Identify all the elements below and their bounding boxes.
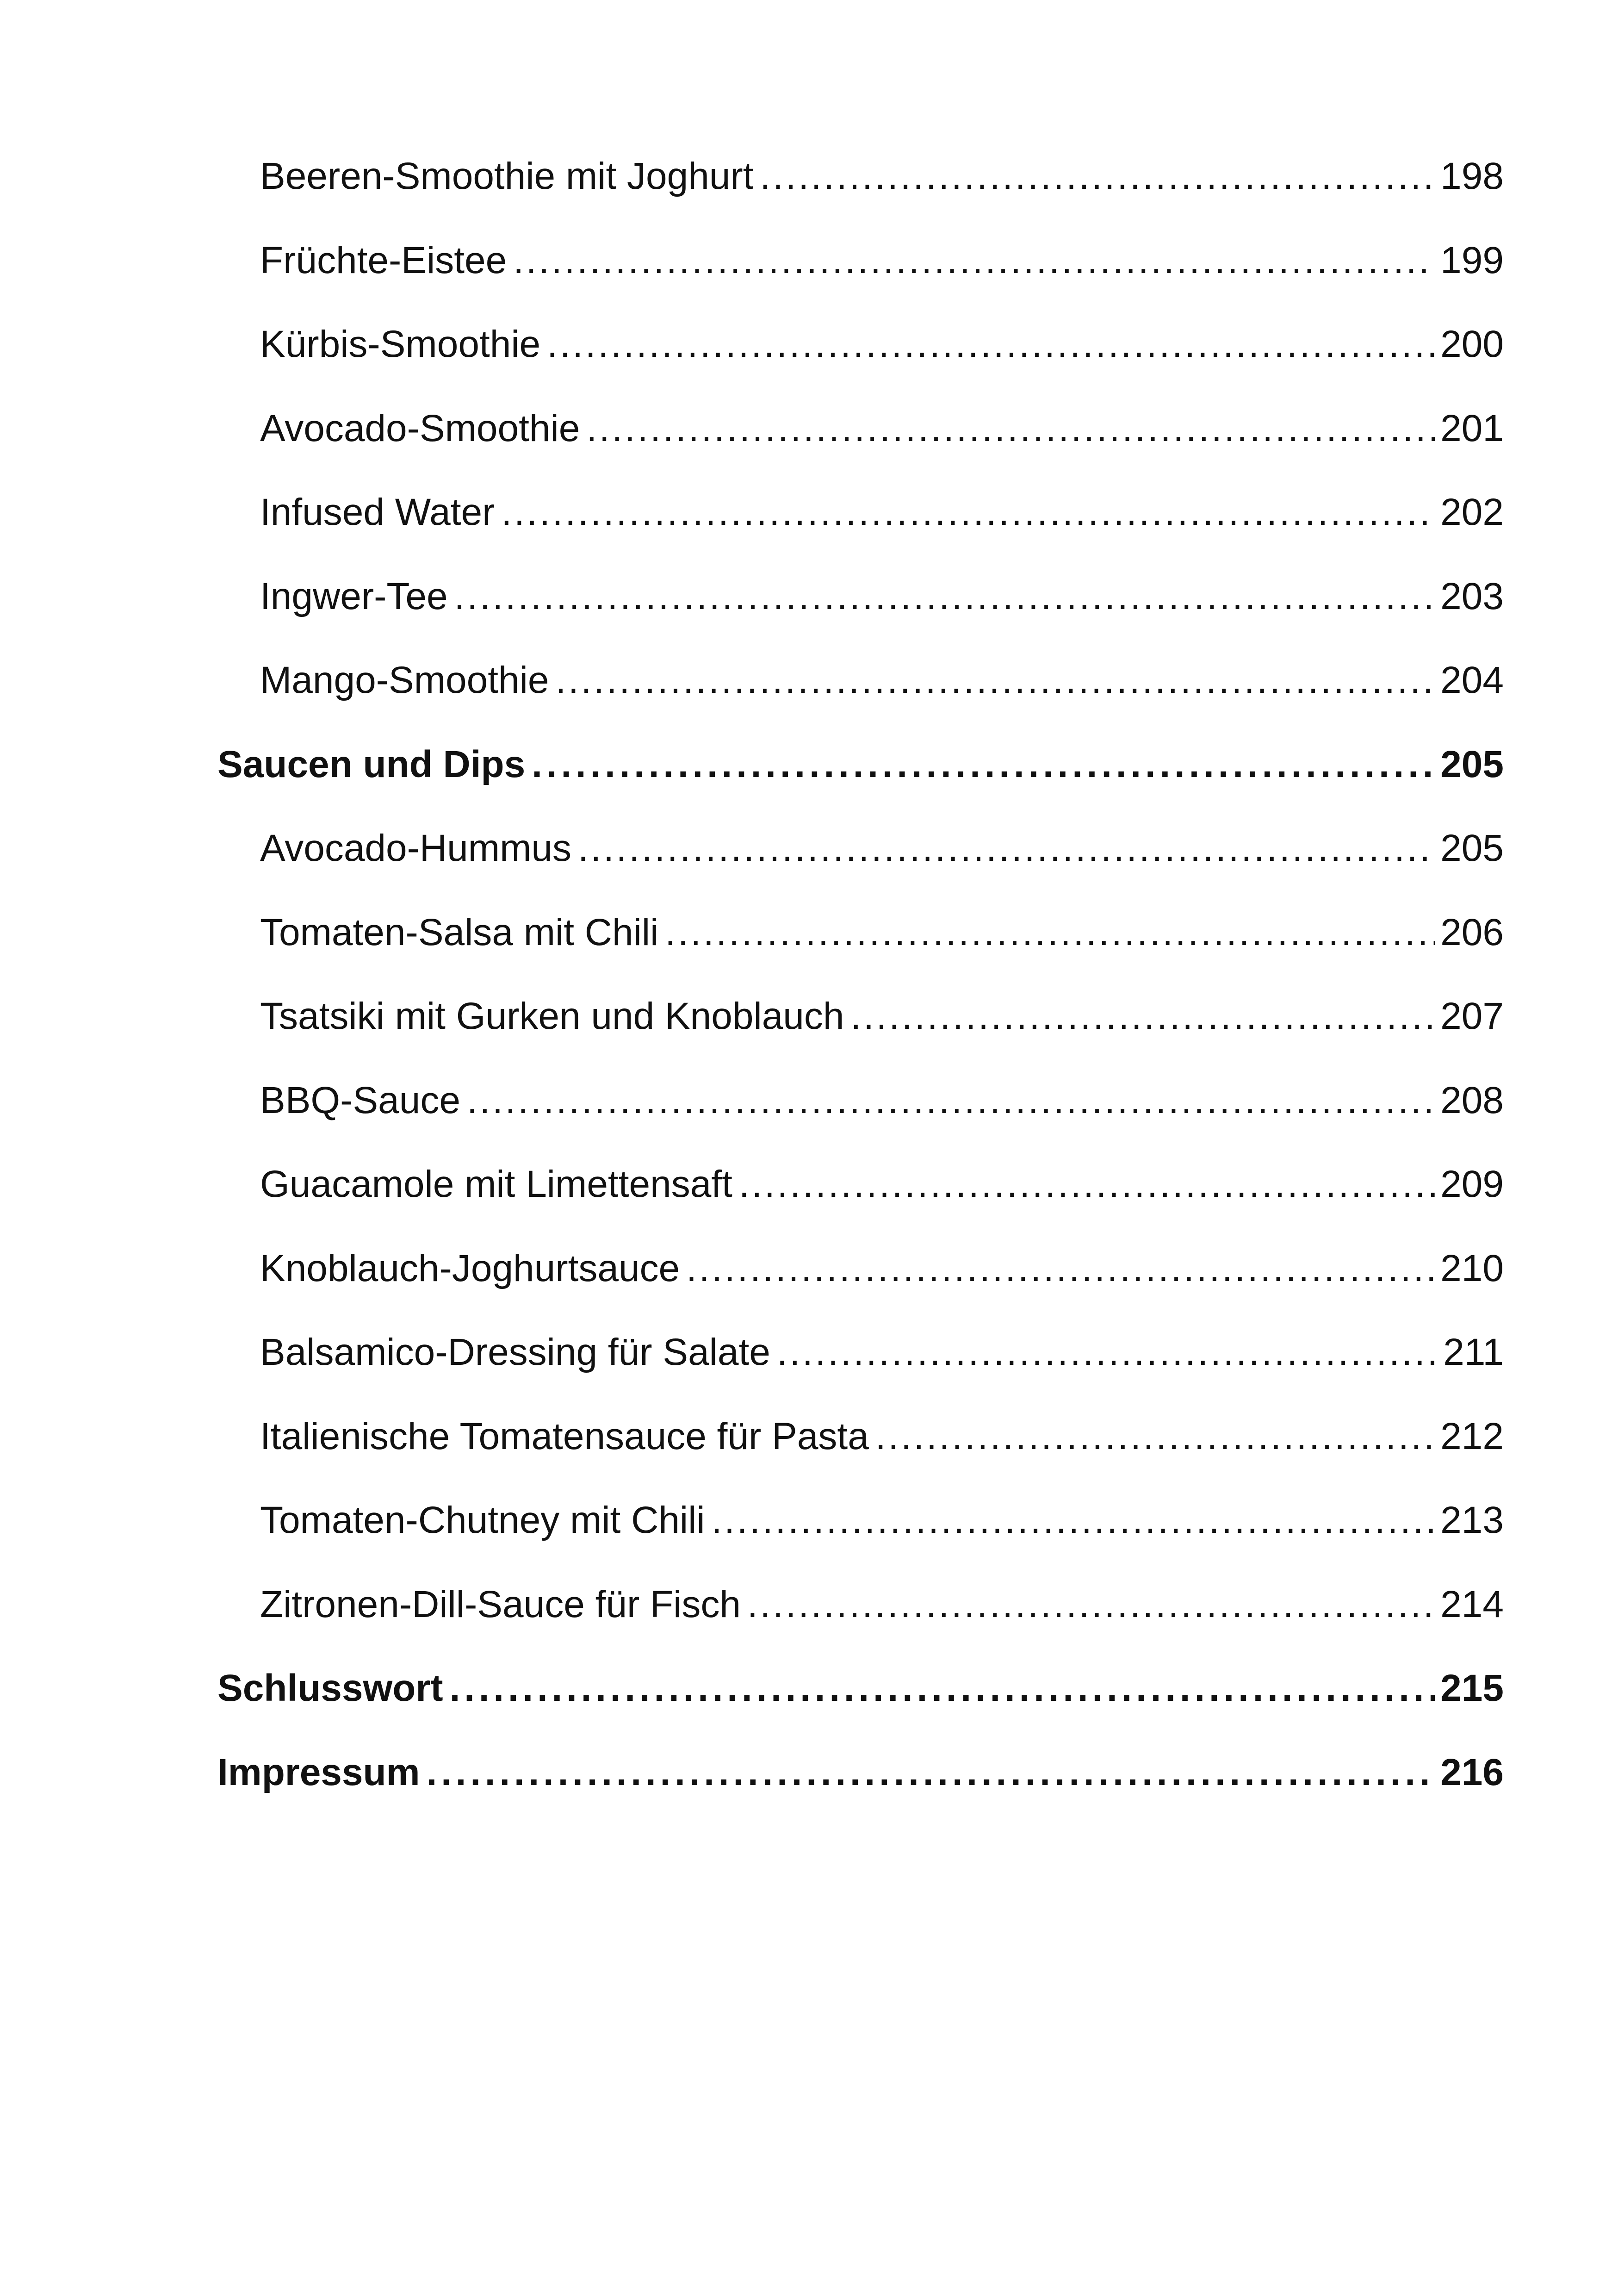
- toc-section-entry[interactable]: [217, 1333, 1504, 1418]
- toc-entry-page-number: 201: [1440, 409, 1504, 449]
- toc-entry-page-number: 214: [1440, 1585, 1504, 1625]
- toc-entry-page-number: 200: [1440, 325, 1504, 365]
- toc-entry-page-number: 204: [1440, 661, 1504, 701]
- toc-entry-title: Infused Water: [260, 493, 495, 533]
- toc-section-entry[interactable]: [217, 578, 1504, 662]
- toc-entry-title: Beeren-Smoothie mit Joghurt: [260, 157, 754, 197]
- toc-entry-title: Tomaten-Chutney mit Chili: [260, 1501, 705, 1541]
- toc-section-entry[interactable]: [217, 1082, 1504, 1166]
- dot-leader: [851, 997, 1435, 1035]
- toc-entry-page-number: 205: [1440, 745, 1504, 785]
- toc-section-entry[interactable]: [217, 242, 1504, 326]
- toc-entry-page-number: 208: [1440, 1081, 1504, 1121]
- toc-entry-page-number: 213: [1440, 1501, 1504, 1541]
- dot-leader: [665, 914, 1435, 952]
- toc-entry-page-number: 216: [1440, 1753, 1504, 1793]
- toc-entry-title: Mango-Smoothie: [260, 661, 549, 701]
- dot-leader: [875, 1418, 1435, 1456]
- toc-entry-title: Früchte-Eistee: [260, 241, 507, 281]
- toc-entry-title: Knoblauch-Joghurtsauce: [260, 1249, 680, 1289]
- toc-entry-title: BBQ-Sauce: [260, 1081, 460, 1121]
- toc-entry-page-number: 202: [1440, 493, 1504, 533]
- table-of-contents: [217, 157, 1504, 1837]
- toc-entry-page-number: 211: [1443, 1333, 1504, 1373]
- dot-leader: [454, 578, 1435, 616]
- dot-leader: [578, 829, 1435, 867]
- toc-entry-title: Italienische Tomatensauce für Pasta: [260, 1417, 869, 1457]
- dot-leader: [555, 661, 1435, 699]
- toc-entry-title: Guacamole mit Limettensaft: [260, 1165, 732, 1205]
- toc-section-entry[interactable]: [217, 325, 1504, 410]
- toc-entry-title: Avocado-Hummus: [260, 829, 571, 869]
- toc-entry-title: Saucen und Dips: [217, 745, 526, 785]
- toc-entry-title: Schlusswort: [217, 1669, 443, 1709]
- toc-section-entry[interactable]: [217, 410, 1504, 494]
- toc-entry-title: Balsamico-Dressing für Salate: [260, 1333, 770, 1373]
- toc-section-entry[interactable]: [217, 1250, 1504, 1334]
- toc-chapter-entry[interactable]: [217, 1669, 1504, 1754]
- toc-section-entry[interactable]: [217, 914, 1504, 998]
- toc-chapter-entry[interactable]: [217, 746, 1504, 830]
- toc-entry-page-number: 210: [1440, 1249, 1504, 1289]
- toc-section-entry[interactable]: [217, 1418, 1504, 1502]
- toc-entry-page-number: 206: [1440, 913, 1504, 953]
- toc-section-entry[interactable]: [217, 1586, 1504, 1670]
- toc-section-entry[interactable]: [217, 1501, 1504, 1586]
- toc-entry-title: Tomaten-Salsa mit Chili: [260, 913, 659, 953]
- dot-leader: [760, 157, 1435, 195]
- toc-entry-title: Kürbis-Smoothie: [260, 325, 541, 365]
- dot-leader: [467, 1082, 1435, 1120]
- toc-section-entry[interactable]: [217, 997, 1504, 1082]
- dot-leader: [739, 1165, 1435, 1203]
- dot-leader: [501, 493, 1435, 531]
- toc-entry-page-number: 203: [1440, 577, 1504, 617]
- toc-section-entry[interactable]: [217, 661, 1504, 746]
- toc-section-entry[interactable]: [217, 829, 1504, 914]
- dot-leader: [427, 1754, 1435, 1792]
- toc-section-entry[interactable]: [217, 1165, 1504, 1250]
- toc-entry-title: Zitronen-Dill-Sauce für Fisch: [260, 1585, 741, 1625]
- toc-section-entry[interactable]: [217, 157, 1504, 242]
- dot-leader: [532, 746, 1435, 784]
- toc-entry-page-number: 209: [1440, 1165, 1504, 1205]
- toc-chapter-entry[interactable]: [217, 1754, 1504, 1838]
- toc-entry-page-number: 215: [1440, 1669, 1504, 1709]
- toc-section-entry[interactable]: [217, 493, 1504, 578]
- toc-entry-page-number: 207: [1440, 997, 1504, 1037]
- dot-leader: [547, 325, 1435, 363]
- dot-leader: [513, 242, 1435, 280]
- toc-entry-title: Avocado-Smoothie: [260, 409, 580, 449]
- dot-leader: [686, 1250, 1435, 1288]
- dot-leader: [450, 1669, 1435, 1707]
- toc-entry-page-number: 205: [1440, 829, 1504, 869]
- dot-leader: [747, 1586, 1435, 1624]
- toc-entry-page-number: 199: [1440, 241, 1504, 281]
- dot-leader: [777, 1333, 1438, 1371]
- toc-entry-page-number: 198: [1440, 157, 1504, 197]
- toc-entry-title: Impressum: [217, 1753, 420, 1793]
- toc-entry-title: Tsatsiki mit Gurken und Knoblauch: [260, 997, 844, 1037]
- toc-entry-page-number: 212: [1440, 1417, 1504, 1457]
- dot-leader: [586, 410, 1435, 448]
- toc-entry-title: Ingwer-Tee: [260, 577, 448, 617]
- dot-leader: [712, 1501, 1435, 1539]
